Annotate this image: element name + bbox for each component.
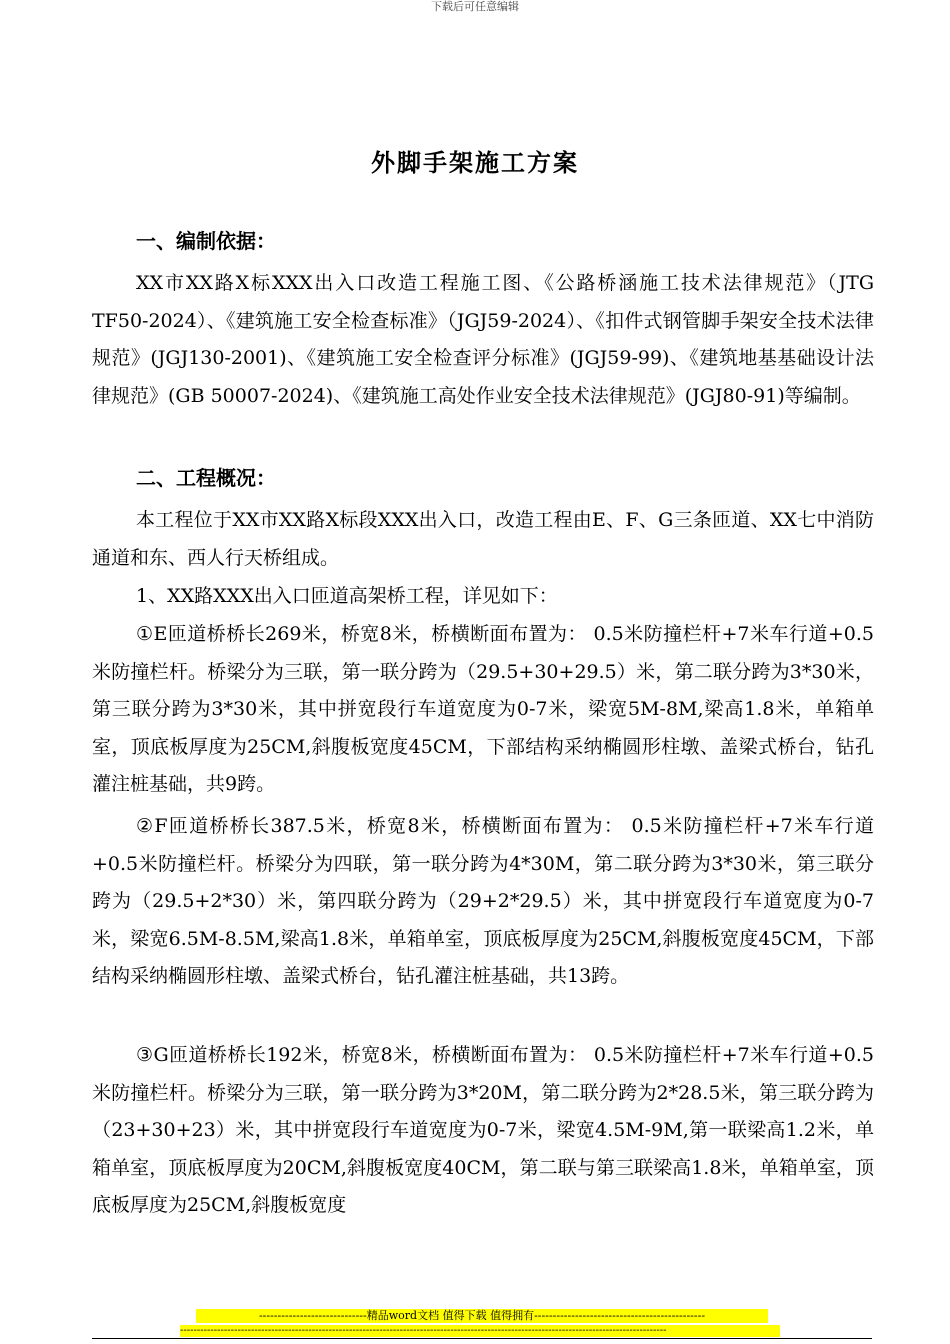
section-heading-basis: 一、编制依据： (136, 229, 276, 253)
footer-dash-line: ------------------------------------------------------------------------------------------------------------------------------------------------ (180, 1325, 780, 1337)
page-title: 外脚手架施工方案 (371, 148, 579, 177)
paragraph-e-ramp: ①E匝道桥桥长269米，桥宽8米，桥横断面布置为： 0.5米防撞栏杆+7米车行道+0.5米防撞栏杆。桥梁分为三联，第一联分跨为（29.5+30+29.5）米，第二联分跨为3*30米，第三联分跨为3*30米，其中拼宽段行车道宽度为0-7米，梁宽5M-8M,梁高1.8米，单箱单室，顶底板厚度为25CM,斜腹板宽度45CM，下部结构采纳椭圆形柱墩、盖梁式桥台，钻孔灌注桩基础，共9跨。 (92, 623, 874, 795)
footer-rule (92, 1338, 872, 1339)
paragraph-item-1: 1、XX路XXX出入口匝道高架桥工程，详见如下： (136, 585, 558, 607)
section-heading-overview: 二、工程概况： (136, 466, 276, 490)
paragraph-g-ramp: ③G匝道桥桥长192米，桥宽8米，桥横断面布置为： 0.5米防撞栏杆+7米车行道+0.5米防撞栏杆。桥梁分为三联，第一联分跨为3*20M，第二联分跨为2*28.5米，第三联分跨为（23+30+23）米，其中拼宽段行车道宽度为0-7米，梁宽4.5M-9M,第一联梁高1.2米，单箱单室，顶底板厚度为20CM,斜腹板宽度40CM，第二联与第三联梁高1.8米，单箱单室，顶底板厚度为25CM,斜腹板宽度 (92, 1044, 874, 1216)
header-note: 下载后可任意编辑 (431, 0, 519, 13)
paragraph-overview-intro: 本工程位于XX市XX路X标段XXX出入口，改造工程由E、F、G三条匝道、XX七中消防通道和东、西人行天桥组成。 (92, 509, 874, 569)
paragraph-basis: XX市XX路X标XXX出入口改造工程施工图、《公路桥涵施工技术法律规范》（JTG TF50-2024）、《建筑施工安全检查标准》（JGJ59-2024）、《扣件式钢管脚手架安全技术法律规范》(JGJ130-2001)、《建筑施工安全检查评分标准》(JGJ59-99)、《建筑地基基础设计法律规范》(GB 50007-2024)、《建筑施工高处作业安全技术法律规范》(JGJ80-91)等编制。 (92, 272, 874, 407)
footer-banner: -----------------------------精品word文档 值得下载 值得拥有---------------------------------------------- (196, 1309, 768, 1323)
paragraph-f-ramp: ②F匝道桥桥长387.5米，桥宽8米，桥横断面布置为： 0.5米防撞栏杆+7米车行道+0.5米防撞栏杆。桥梁分为四联，第一联分跨为4*30M，第二联分跨为3*30米，第三联分跨为（29.5+2*30）米，第四联分跨为（29+2*29.5）米，其中拼宽段行车道宽度为0-7米，梁宽6.5M-8.5M,梁高1.8米，单箱单室，顶底板厚度为25CM,斜腹板宽度45CM，下部结构采纳椭圆形柱墩、盖梁式桥台，钻孔灌注桩基础，共13跨。 (92, 815, 874, 987)
